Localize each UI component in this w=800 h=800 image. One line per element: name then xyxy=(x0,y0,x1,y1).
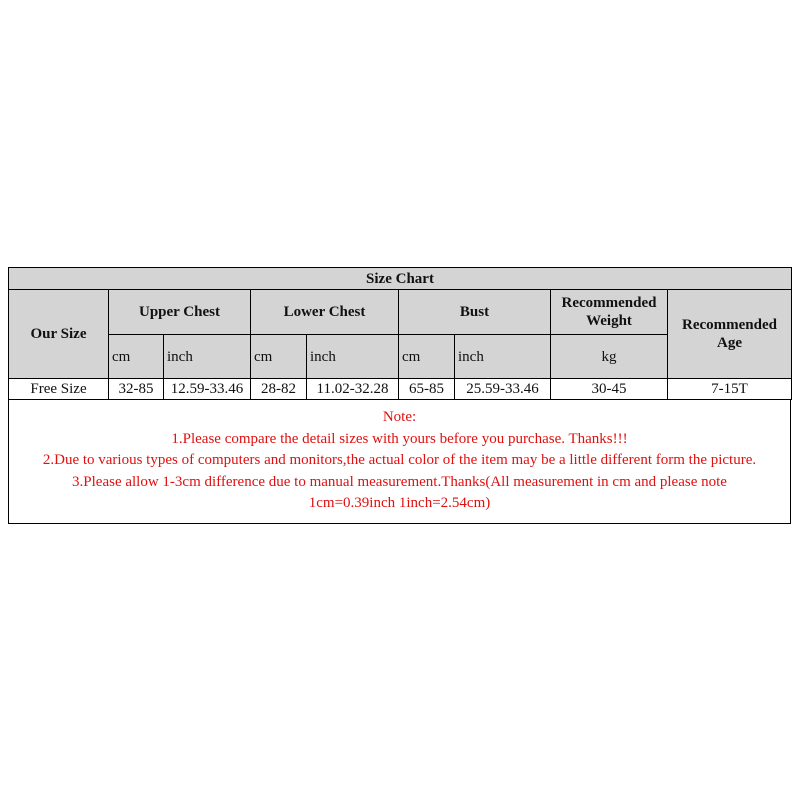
upper-chest-inch-unit: inch xyxy=(164,335,251,379)
lower-chest-header: Lower Chest xyxy=(251,290,399,335)
bust-inch-cell: 25.59-33.46 xyxy=(455,379,551,400)
lower-chest-inch-unit: inch xyxy=(307,335,399,379)
bust-header: Bust xyxy=(399,290,551,335)
note-title: Note: xyxy=(382,409,417,425)
upper-chest-inch-cell: 12.59-33.46 xyxy=(164,379,251,400)
lower-chest-cm-unit: cm xyxy=(251,335,307,379)
note-line-3: 3.Please allow 1-3cm difference due to manual measurement.Thanks(All measurement in cm and please note xyxy=(72,473,727,490)
bust-inch-unit: inch xyxy=(455,335,551,379)
weight-cell: 30-45 xyxy=(551,379,668,400)
note-box xyxy=(8,400,791,524)
recommended-age-line2: Age xyxy=(717,335,742,351)
recommended-age-header xyxy=(668,290,792,379)
size-chart-table xyxy=(8,267,792,400)
note-line-4: 1cm=0.39inch 1inch=2.54cm) xyxy=(308,495,491,511)
upper-chest-cm-cell: 32-85 xyxy=(109,379,164,400)
recommended-weight-line2: Weight xyxy=(586,313,632,329)
note-line-1: 1.Please compare the detail sizes with yours before you purchase. Thanks!!! xyxy=(171,430,628,447)
recommended-weight-line1: Recommended xyxy=(561,295,657,311)
lower-chest-cm-cell: 28-82 xyxy=(251,379,307,400)
upper-chest-cm-unit: cm xyxy=(109,335,164,379)
age-cell: 7-15T xyxy=(668,379,792,400)
weight-kg-unit: kg xyxy=(551,335,668,379)
note-line-2: 2.Due to various types of computers and monitors,the actual color of the item may be a little different form the picture. xyxy=(42,452,757,468)
upper-chest-header: Upper Chest xyxy=(109,290,251,335)
bust-cm-unit: cm xyxy=(399,335,455,379)
bust-cm-cell: 65-85 xyxy=(399,379,455,400)
recommended-weight-header xyxy=(551,290,668,335)
lower-chest-inch-cell: 11.02-32.28 xyxy=(307,379,399,400)
size-chart xyxy=(8,267,791,524)
size-cell: Free Size xyxy=(9,379,109,400)
size-chart-title: Size Chart xyxy=(9,268,792,290)
recommended-age-line1: Recommended xyxy=(682,317,777,333)
table-row xyxy=(9,379,792,400)
our-size-header: Our Size xyxy=(9,290,109,379)
